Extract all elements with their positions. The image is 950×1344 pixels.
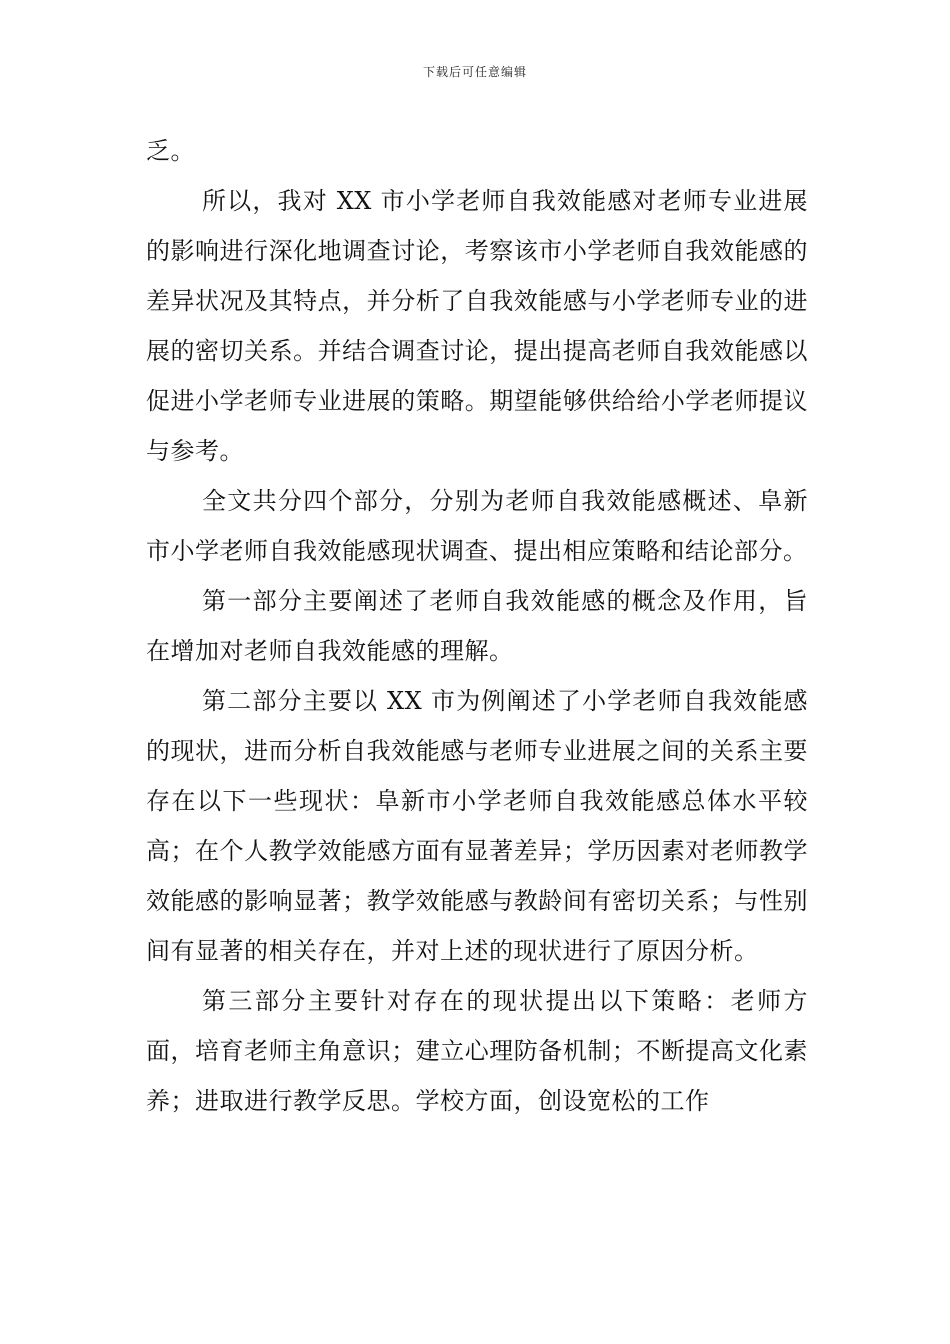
document-body (146, 126, 808, 1126)
paragraph-research-intro: 所以，我对 XX 市小学老师自我效能感对老师专业进展的影响进行深化地调查讨论，考察该市小学老师自我效能感的差异状况及其特点，并分析了自我效能感与小学老师专业的进展的密切关系。并结合调查讨论，提出提高老师自我效能感以促进小学老师专业进展的策略。期望能够供给给小学老师提议与参考。 (146, 187, 808, 465)
paragraph-structure-overview: 全文共分四个部分，分别为老师自我效能感概述、阜新市小学老师自我效能感现状调查、提出相应策略和结论部分。 (146, 487, 808, 565)
paragraph-part-two: 第二部分主要以 XX 市为例阐述了小学老师自我效能感的现状，进而分析自我效能感与老师专业进展之间的关系主要存在以下一些现状：阜新市小学老师自我效能感总体水平较高；在个人教学效能感方面有显著差异；学历因素对老师教学效能感的影响显著；教学效能感与教龄间有密切关系；与性别间有显著的相关存在，并对上述的现状进行了原因分析。 (146, 687, 808, 965)
paragraph-part-one: 第一部分主要阐述了老师自我效能感的概念及作用，旨在增加对老师自我效能感的理解。 (146, 587, 808, 665)
page-header: 下载后可任意编辑 (422, 65, 527, 79)
paragraph-part-three: 第三部分主要针对存在的现状提出以下策略：老师方面，培育老师主角意识；建立心理防备机制；不断提高文化素养；进取进行教学反思。学校方面，创设宽松的工作 (146, 987, 808, 1115)
paragraph-continuation: 乏。 (146, 137, 195, 165)
